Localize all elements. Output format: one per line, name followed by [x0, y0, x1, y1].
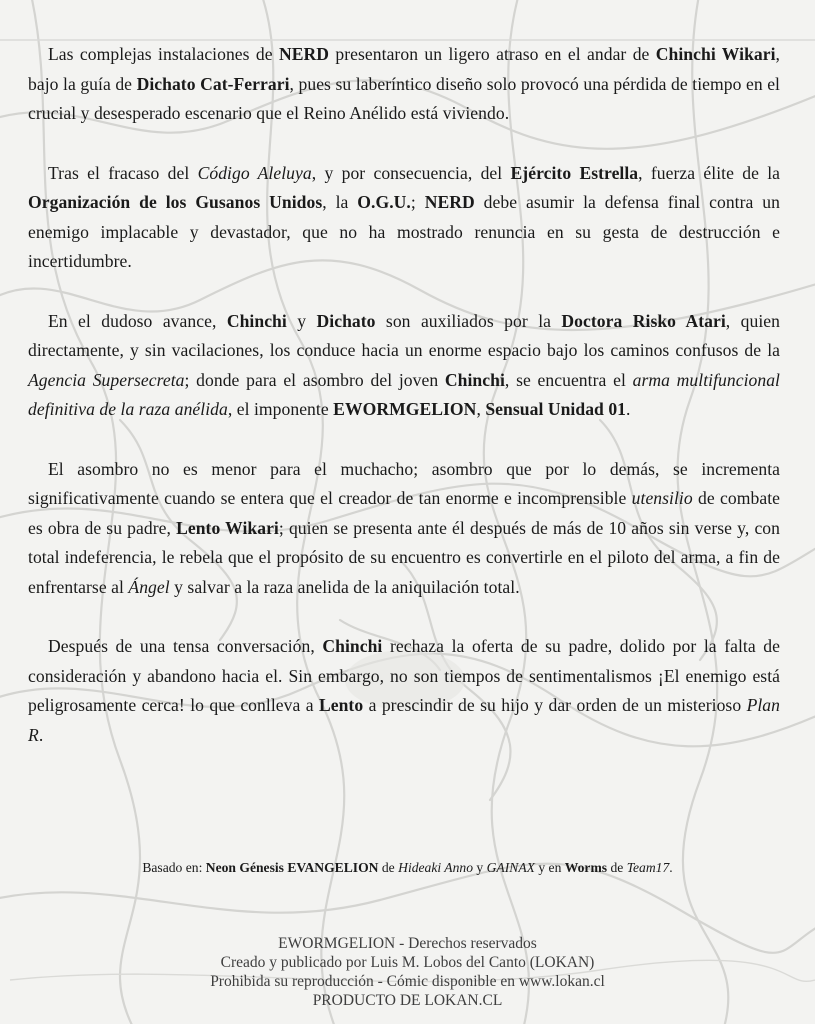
emphasis-bold: Ejército Estrella — [510, 162, 639, 183]
text-run: y — [473, 860, 487, 875]
text-run: ; donde para el asombro del joven — [184, 369, 445, 390]
text-run: son auxiliados por la — [375, 310, 562, 331]
text-run: y — [286, 310, 317, 331]
text-run: En el dudoso avance, — [48, 310, 227, 331]
text-run: Basado en: — [142, 860, 206, 875]
text-run: , fuerza élite de la — [638, 162, 781, 183]
text-run: Tras el fracaso del — [48, 162, 198, 183]
emphasis-bold: Organización de los Gusanos Unidos — [28, 192, 323, 212]
text-run: . — [669, 860, 673, 875]
text-run: presentaron un ligero atraso en el andar de — [329, 44, 656, 64]
emphasis-italic: Agencia Supersecreta — [28, 369, 185, 390]
text-run: Las complejas instalaciones de — [48, 44, 279, 64]
text-run: . — [38, 724, 44, 745]
text-run: , quien directamente, y sin vacilaciones, los conduce hacia un enorme espacio bajo los caminos confusos de la — [28, 310, 780, 360]
footer-line-product: PRODUCTO DE LOKAN.CL — [312, 992, 503, 1009]
emphasis-italic: arma multifuncional definitiva de la raza anélida — [28, 369, 780, 419]
emphasis-bold: Chinchi — [226, 310, 287, 331]
based-on-credits — [0, 860, 815, 876]
footer-line-rights: EWORMGELION - Derechos reservados — [278, 935, 537, 952]
text-run: , el imponente — [227, 399, 334, 419]
emphasis-italic: Plan R — [28, 695, 780, 745]
text-run: de — [378, 860, 399, 875]
emphasis-italic: Hideaki Anno — [398, 860, 474, 875]
emphasis-bold: Neon Génesis EVANGELION — [205, 860, 379, 875]
emphasis-bold: Dichato Cat-Ferrari — [136, 73, 290, 94]
text-run: rechaza la oferta de su padre, dolido por la falta de consideración y abandono hacia el. Sin embargo, no son tiempos de sentimentalismos ¡El enemigo está peligrosamente cerca! lo que conlleva a — [28, 636, 780, 715]
text-run: de — [607, 860, 627, 875]
emphasis-bold: Chinchi Wikari — [655, 44, 776, 64]
text-run: Después de una tensa conversación, — [48, 636, 323, 656]
text-run: y salvar a la raza anelida de la aniquilación total. — [169, 576, 520, 597]
text-run: , bajo la guía de — [28, 44, 780, 94]
synopsis-text — [28, 40, 780, 780]
text-run: , la — [322, 192, 358, 212]
emphasis-bold: Dichato — [316, 310, 376, 331]
paragraph-1 — [28, 40, 780, 129]
emphasis-bold: Lento — [318, 695, 364, 715]
text-run: . — [626, 399, 631, 419]
paragraph-5 — [28, 632, 780, 750]
text-run: ; — [410, 192, 425, 212]
paragraph-3 — [28, 307, 780, 425]
emphasis-bold: Sensual Unidad 01 — [485, 399, 627, 419]
text-run: , se encuentra el — [504, 369, 633, 390]
emphasis-bold: Worms — [564, 860, 608, 875]
emphasis-italic: GAINAX — [486, 860, 535, 875]
footer-line-reproduction: Prohibida su reproducción - Cómic disponible en www.lokan.cl — [210, 973, 605, 990]
emphasis-bold: NERD — [279, 44, 330, 64]
emphasis-italic: Código Aleluya — [197, 162, 312, 183]
text-run: ; quien se presenta ante él después de más de 10 años sin verse y, con total indeferencia, le rebela que el propósito de su encuentro es convertirle en el piloto del arma, a fin de enfrentarse al — [28, 517, 780, 597]
text-run: , y por consecuencia, del — [311, 162, 511, 183]
emphasis-bold: EWORMGELION — [333, 399, 477, 419]
copyright-footer — [0, 934, 815, 1010]
text-run: , pues su laberíntico diseño solo provocó una pérdida de tiempo en el crucial y desesperado escenario que el Reino Anélido está viviendo. — [28, 73, 780, 123]
emphasis-italic: Team17 — [626, 860, 670, 875]
text-run: de combate es obra de su padre, — [28, 488, 781, 538]
text-run: y en — [534, 860, 565, 875]
text-run: El asombro no es menor para el muchacho; asombro que por lo demás, se incrementa significativamente cuando se entera que el creador de tan enorme e incomprensible — [28, 458, 780, 508]
paragraph-4 — [28, 455, 780, 603]
text-run: a prescindir de su hijo y dar orden de un misterioso — [363, 695, 747, 715]
emphasis-italic: utensilio — [631, 488, 693, 508]
emphasis-bold: Lento Wikari — [176, 517, 279, 538]
emphasis-bold: Chinchi — [322, 636, 383, 656]
emphasis-bold: Doctora Risko Atari — [561, 310, 726, 331]
text-run: , — [476, 399, 486, 419]
emphasis-bold: Chinchi — [444, 369, 505, 390]
text-run: debe asumir la defensa final contra un enemigo implacable y devastador, que no ha mostrado renuncia en su gesta de destrucción e incertidumbre. — [28, 192, 780, 271]
emphasis-italic: Ángel — [128, 576, 170, 597]
footer-line-author: Creado y publicado por Luis M. Lobos del Canto (LOKAN) — [220, 954, 595, 971]
emphasis-bold: NERD — [424, 192, 475, 212]
emphasis-bold: O.G.U. — [357, 192, 411, 212]
paragraph-2 — [28, 159, 780, 277]
